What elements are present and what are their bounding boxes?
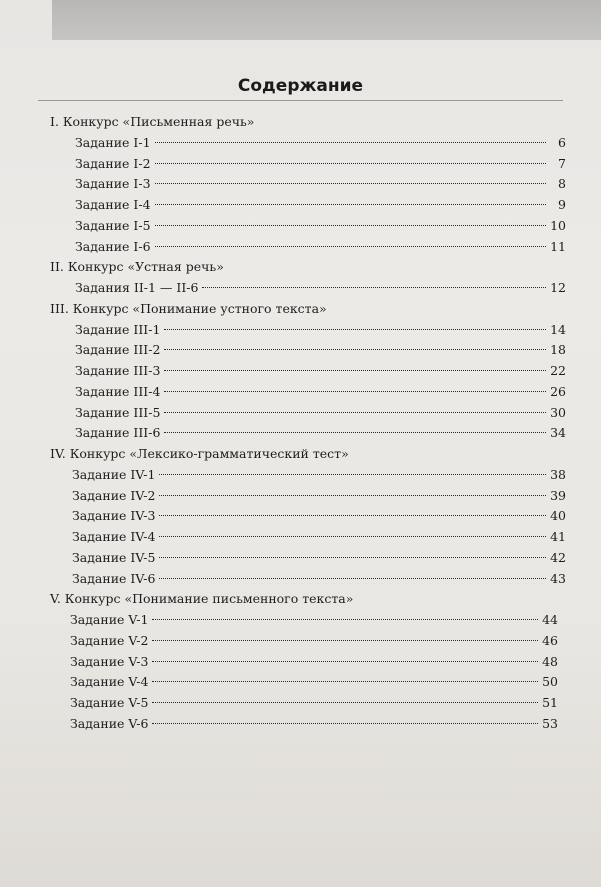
toc-page-number: 14 [550, 321, 566, 337]
toc-page-number: 51 [542, 695, 558, 710]
dot-leader [159, 495, 546, 496]
toc-entry[interactable] [70, 672, 558, 692]
toc-entry-label: Задание V-3 [70, 653, 149, 669]
toc-entry-label: Задание I-6 [75, 238, 151, 254]
dot-leader [159, 474, 546, 475]
dot-leader [152, 681, 538, 682]
page-title: Содержание [237, 76, 364, 96]
dot-leader [159, 515, 546, 516]
toc-entry[interactable] [75, 195, 566, 215]
toc-page-number: 8 [558, 176, 566, 192]
toc-page-number: 38 [550, 466, 566, 482]
toc-entry-label: Задание IV-5 [72, 549, 156, 565]
dot-leader [152, 619, 538, 620]
toc-page-number: 53 [542, 715, 558, 731]
toc-entry[interactable] [75, 237, 566, 257]
toc-page-number: 40 [550, 508, 566, 524]
toc-entry[interactable] [72, 506, 566, 526]
dot-leader [202, 287, 546, 288]
toc-section-heading[interactable]: I. Конкурс «Письменная речь» [50, 114, 255, 129]
toc-page-number: 46 [542, 632, 558, 648]
toc-entry-label: Задание I-1 [75, 134, 151, 150]
toc-page-number: 9 [558, 197, 566, 212]
toc-page-number: 11 [550, 238, 566, 254]
toc-page-number: 41 [550, 529, 566, 544]
toc-entry[interactable] [75, 154, 566, 174]
toc-entry[interactable] [75, 403, 566, 423]
toc-entry-label: Задание IV-6 [72, 570, 156, 586]
toc-entry-label: Задание V-2 [70, 632, 149, 648]
toc-page-number: 34 [550, 425, 566, 441]
toc-entry-label: Задание IV-2 [72, 487, 156, 503]
dot-leader [155, 163, 546, 164]
toc-entry-label: Задание III-3 [75, 363, 161, 378]
dot-leader [155, 225, 546, 226]
dot-leader [164, 370, 546, 371]
toc-page-number: 7 [558, 155, 566, 171]
toc-page-number: 43 [550, 570, 566, 586]
dot-leader [155, 142, 546, 143]
toc-entry-label: Задание I-4 [75, 197, 151, 212]
toc-entry-label: Задание I-5 [75, 217, 151, 233]
toc-page-number: 10 [550, 217, 566, 233]
toc-entry-label: Задание III-5 [75, 404, 161, 420]
toc-entry[interactable] [70, 631, 558, 651]
dot-leader [152, 702, 538, 703]
toc-entry[interactable] [72, 527, 566, 547]
toc-entry[interactable] [75, 361, 566, 381]
toc-page-number: 39 [550, 487, 566, 503]
toc-page-number: 26 [550, 383, 566, 399]
toc-entry[interactable] [75, 278, 566, 298]
dot-leader [159, 578, 546, 579]
dot-leader [159, 536, 546, 537]
toc-entry-label: Задание V-5 [70, 695, 149, 710]
dot-leader [152, 723, 538, 724]
toc-page-number: 30 [550, 404, 566, 420]
toc-entry-label: Задание I-2 [75, 155, 151, 171]
toc-entry-label: Задание IV-4 [72, 529, 156, 544]
dot-leader [164, 432, 546, 433]
toc-entry-label: Задание V-6 [70, 715, 149, 731]
toc-page-number: 44 [542, 612, 558, 627]
toc-entry[interactable] [75, 340, 566, 360]
toc-section-heading[interactable]: III. Конкурс «Понимание устного текста» [50, 300, 327, 316]
toc-entry[interactable] [70, 714, 558, 734]
toc-entry-label: Задание III-6 [75, 425, 161, 441]
toc-entry[interactable] [70, 610, 558, 630]
toc-entry-label: Задание V-1 [70, 612, 149, 627]
toc-page-number: 42 [550, 549, 566, 565]
toc-entry-label: Задание IV-3 [72, 508, 156, 524]
dot-leader [164, 391, 546, 392]
toc-entry-label: Задание III-2 [75, 342, 161, 358]
toc-entry[interactable] [72, 486, 566, 506]
title-underline [38, 100, 563, 101]
toc-page-number: 48 [542, 653, 558, 669]
toc-page-number: 50 [542, 674, 558, 690]
dot-leader [152, 661, 538, 662]
top-shadow-band [52, 0, 601, 40]
dot-leader [155, 246, 546, 247]
toc-entry-label: Задание III-4 [75, 383, 161, 399]
toc-page-number: 6 [558, 134, 566, 150]
dot-leader [164, 329, 546, 330]
toc-entry[interactable] [72, 548, 566, 568]
toc-section-heading[interactable]: II. Конкурс «Устная речь» [50, 259, 224, 275]
toc-entry-label: Задания II-1 — II-6 [75, 280, 199, 295]
dot-leader [164, 349, 546, 350]
toc-entry[interactable] [75, 216, 566, 236]
toc-entry-label: Задание IV-1 [72, 466, 156, 482]
toc-page-number: 12 [550, 280, 566, 295]
toc-entry-label: Задание V-4 [70, 674, 149, 690]
toc-entry[interactable] [75, 423, 566, 443]
toc-section-heading[interactable]: IV. Конкурс «Лексико-грамматический тест» [50, 446, 349, 461]
dot-leader [159, 557, 546, 558]
toc-entry[interactable] [70, 652, 558, 672]
dot-leader [164, 412, 546, 413]
toc-entry-label: Задание I-3 [75, 176, 151, 192]
toc-entry[interactable] [75, 174, 566, 194]
dot-leader [155, 204, 546, 205]
toc-section-heading[interactable]: V. Конкурс «Понимание письменного текста» [50, 591, 354, 607]
toc-page-number: 18 [550, 342, 566, 358]
toc-entry[interactable] [70, 693, 558, 713]
toc-entry[interactable] [75, 382, 566, 402]
toc-page-number: 22 [550, 363, 566, 378]
toc-entry[interactable] [75, 133, 566, 153]
toc-entry[interactable] [72, 569, 566, 589]
toc-entry-label: Задание III-1 [75, 321, 161, 337]
toc-entry[interactable] [75, 320, 566, 340]
toc-entry[interactable] [72, 465, 566, 485]
dot-leader [155, 183, 546, 184]
dot-leader [152, 640, 538, 641]
